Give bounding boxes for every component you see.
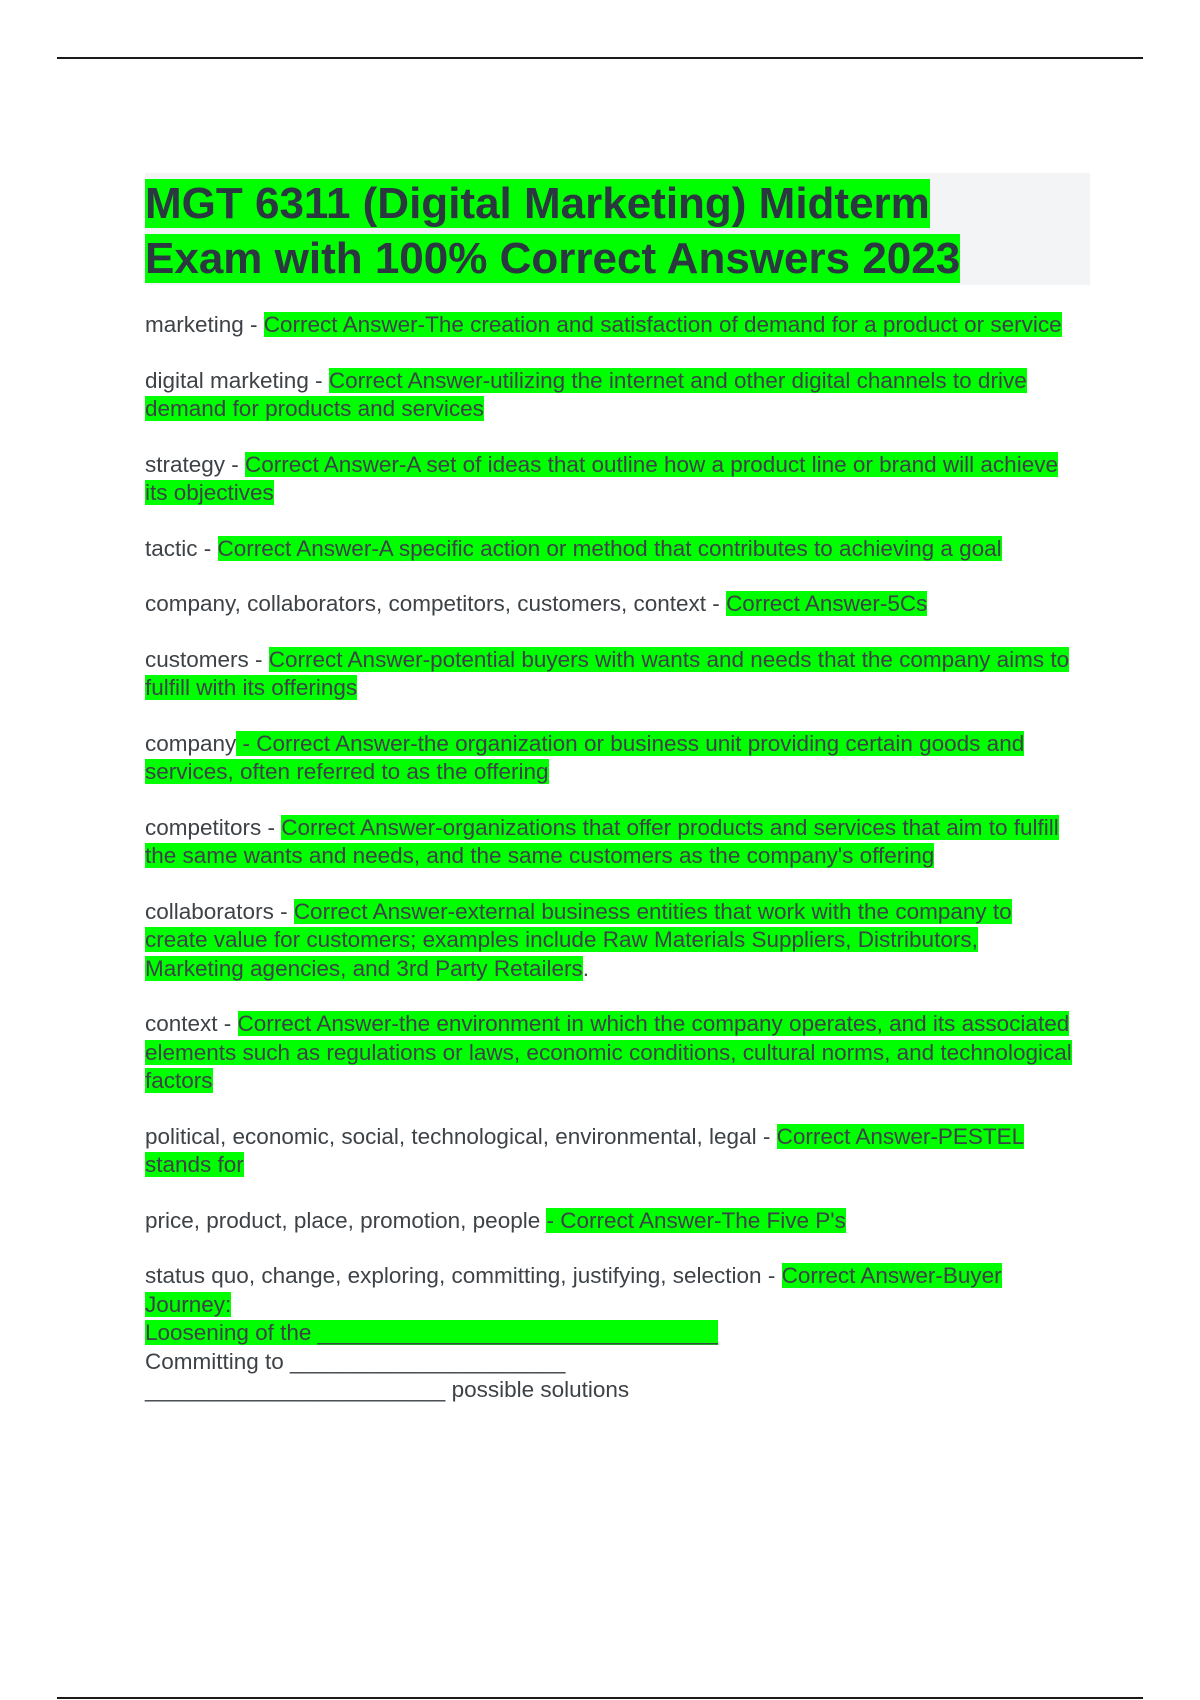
qa-item: [145, 898, 1080, 984]
qa-blank-line: ________________________ possible solutions: [145, 1377, 630, 1402]
qa-item: [145, 814, 1080, 871]
qa-answer: Correct Answer-organizations that offer products and services that aim to fulfill the same wants and needs, and the same customers as the company's offering: [145, 814, 1059, 868]
qa-item-buyer-journey: [145, 1262, 1080, 1405]
qa-answer: Correct Answer-the environment in which the company operates, and its associated elements such as regulations or laws, economic conditions, cultural norms, and technological factors: [145, 1011, 1072, 1093]
qa-tail: .: [582, 955, 589, 981]
qa-item: [145, 730, 1080, 787]
qa-item: [145, 1207, 1080, 1236]
qa-term: digital marketing -: [145, 367, 329, 393]
qa-item: [145, 646, 1080, 703]
qa-blank-line: Committing to ______________________: [145, 1348, 566, 1374]
qa-item: [145, 1010, 1080, 1096]
title-line-2: Exam with 100% Correct Answers 2023: [145, 234, 961, 283]
qa-term: political, economic, social, technological, environmental, legal -: [145, 1123, 777, 1149]
qa-answer: Correct Answer-external business entities that work with the company to create value for customers; examples include Raw Materials Suppliers, Distributors, Marketing agencies, and 3rd Party Retailers: [145, 898, 1012, 981]
qa-answer: Correct Answer-A set of ideas that outline how a product line or brand will achieve its objectives: [145, 451, 1058, 505]
qa-item: [145, 535, 1080, 564]
qa-answer: Correct Answer-utilizing the internet and other digital channels to drive demand for products and services: [145, 367, 1027, 421]
qa-item: [145, 590, 1080, 619]
qa-answer: Correct Answer-Buyer Journey:: [145, 1263, 1002, 1317]
qa-item: [145, 451, 1080, 508]
qa-term: collaborators -: [145, 898, 294, 924]
qa-answer: - Correct Answer-the organization or business unit providing certain goods and services, often referred to as the offering: [145, 730, 1025, 784]
qa-list: [145, 311, 1080, 1432]
qa-term: competitors -: [145, 814, 282, 840]
qa-answer: - Correct Answer-The Five P's: [546, 1207, 846, 1233]
bottom-rule: [57, 1697, 1143, 1699]
qa-answer: Correct Answer-The creation and satisfaction of demand for a product or service: [263, 312, 1062, 337]
qa-term: customers -: [145, 646, 269, 672]
document-title: [145, 176, 1105, 286]
top-rule: [57, 57, 1143, 59]
qa-answer: Correct Answer-5Cs: [726, 591, 928, 616]
qa-item: [145, 311, 1080, 340]
qa-term: marketing -: [145, 312, 264, 337]
qa-term: tactic -: [145, 535, 218, 561]
qa-answer-blank-line: Loosening of the ________________________________: [145, 1320, 719, 1345]
qa-term: company: [145, 730, 237, 756]
qa-term: price, product, place, promotion, people: [145, 1207, 547, 1233]
qa-term: strategy -: [145, 451, 246, 477]
qa-answer: Correct Answer-potential buyers with wants and needs that the company aims to fulfill with its offerings: [145, 646, 1070, 700]
qa-term: status quo, change, exploring, committing, justifying, selection -: [145, 1263, 782, 1288]
qa-term: company, collaborators, competitors, customers, context -: [145, 591, 727, 616]
qa-answer: Correct Answer-A specific action or method that contributes to achieving a goal: [217, 535, 1002, 561]
qa-item: [145, 1123, 1080, 1180]
title-line-1: MGT 6311 (Digital Marketing) Midterm: [145, 179, 930, 228]
qa-answer: Correct Answer-PESTEL stands for: [145, 1123, 1025, 1177]
qa-item: [145, 367, 1080, 424]
qa-term: context -: [145, 1011, 238, 1036]
